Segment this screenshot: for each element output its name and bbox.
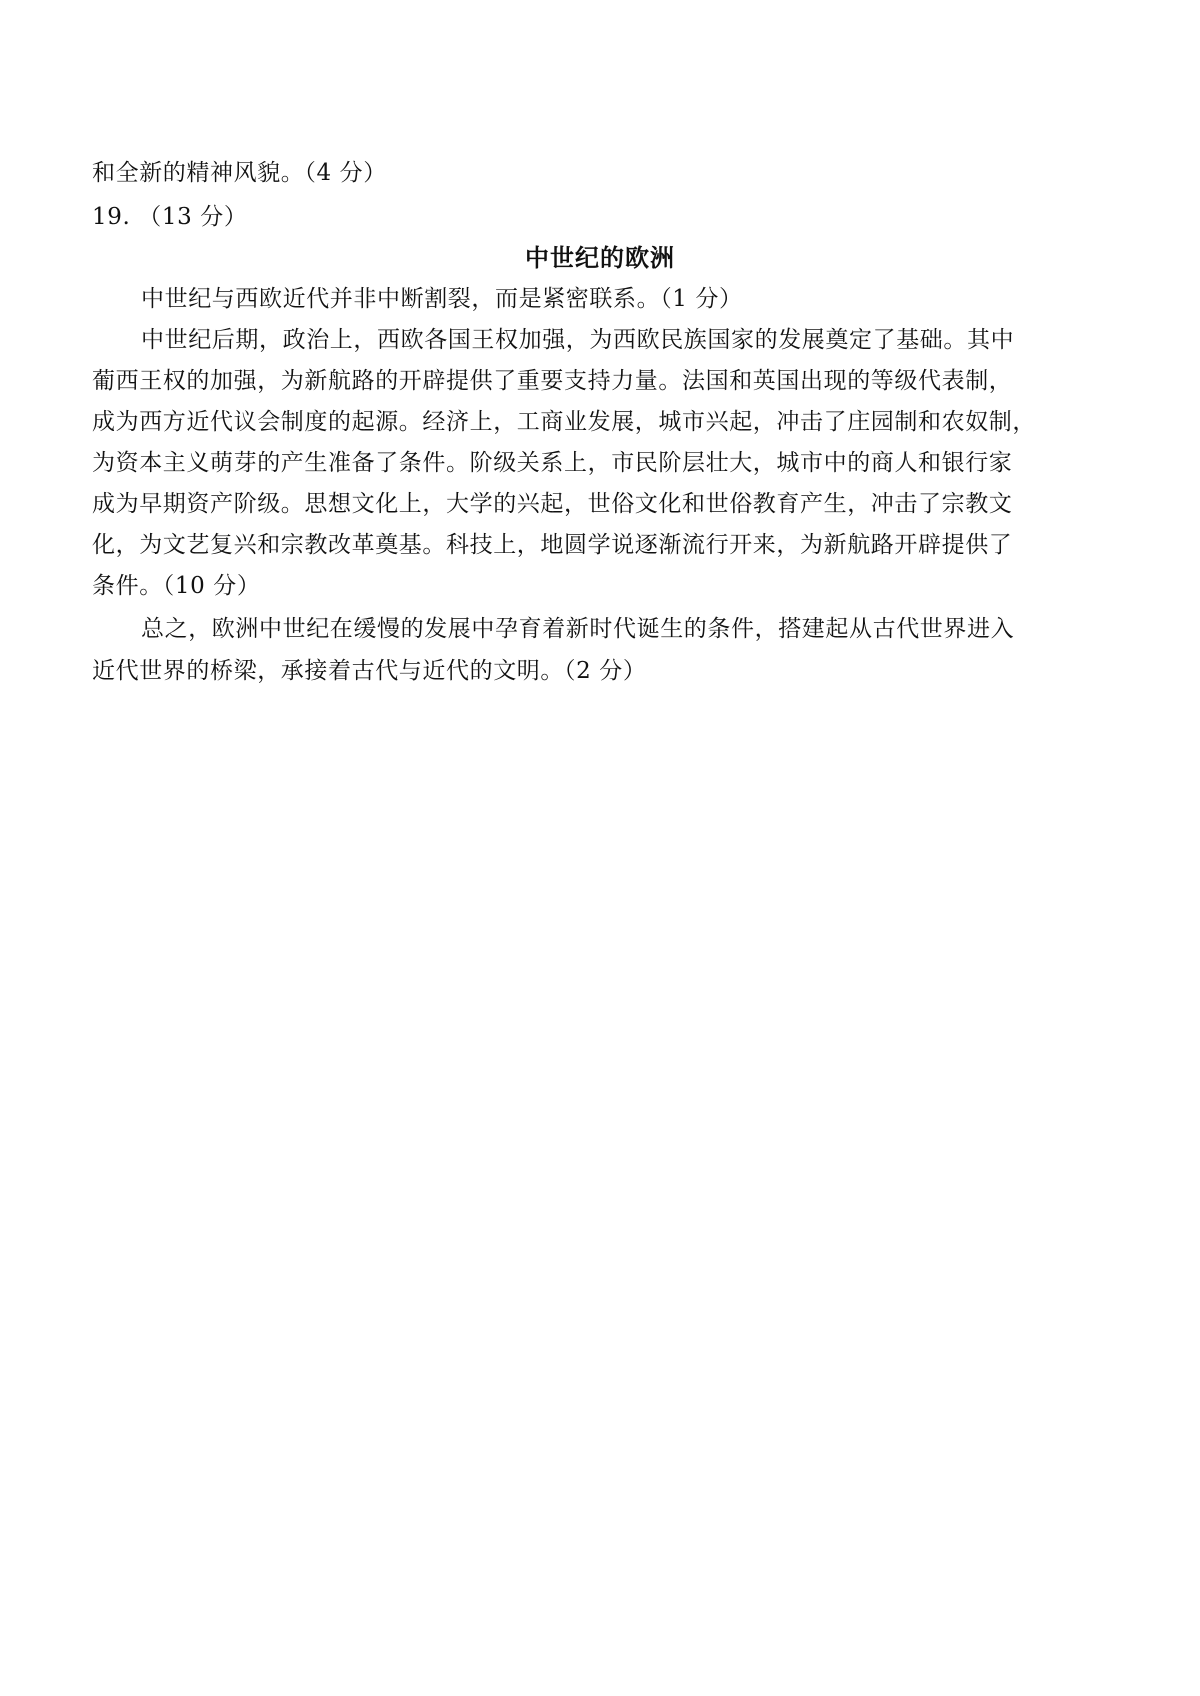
previous-answer-ending: 和全新的精神风貌。（4 分）	[92, 160, 387, 186]
essay-title: 中世纪的欧洲	[525, 244, 675, 272]
paragraph-body-line-2: 葡西王权的加强，为新航路的开辟提供了重要支持力量。法国和英国出现的等级代表制，	[92, 368, 1013, 394]
paragraph-conclusion-line-2: 近代世界的桥梁，承接着古代与近代的文明。（2 分）	[92, 658, 647, 684]
paragraph-intro: 中世纪与西欧近代并非中断割裂，而是紧密联系。（1 分）	[141, 286, 743, 312]
paragraph-body-line-6: 化，为文艺复兴和宗教改革奠基。科技上，地圆学说逐渐流行开来，为新航路开辟提供了	[92, 532, 1013, 558]
paragraph-conclusion-line-1: 总之，欧洲中世纪在缓慢的发展中孕育着新时代诞生的条件，搭建起从古代世界进入	[141, 616, 1015, 642]
paragraph-body-line-3: 成为西方近代议会制度的起源。经济上，工商业发展，城市兴起，冲击了庄园制和农奴制，	[92, 409, 1036, 435]
paragraph-body-line-7: 条件。（10 分）	[92, 573, 261, 599]
paragraph-body-line-1: 中世纪后期，政治上，西欧各国王权加强，为西欧民族国家的发展奠定了基础。其中	[141, 327, 1015, 353]
question-number: 19. （13 分）	[92, 204, 248, 230]
paragraph-body-line-5: 成为早期资产阶级。思想文化上，大学的兴起，世俗文化和世俗教育产生，冲击了宗教文	[92, 491, 1013, 517]
paragraph-body-line-4: 为资本主义萌芽的产生准备了条件。阶级关系上，市民阶层壮大，城市中的商人和银行家	[92, 450, 1013, 476]
